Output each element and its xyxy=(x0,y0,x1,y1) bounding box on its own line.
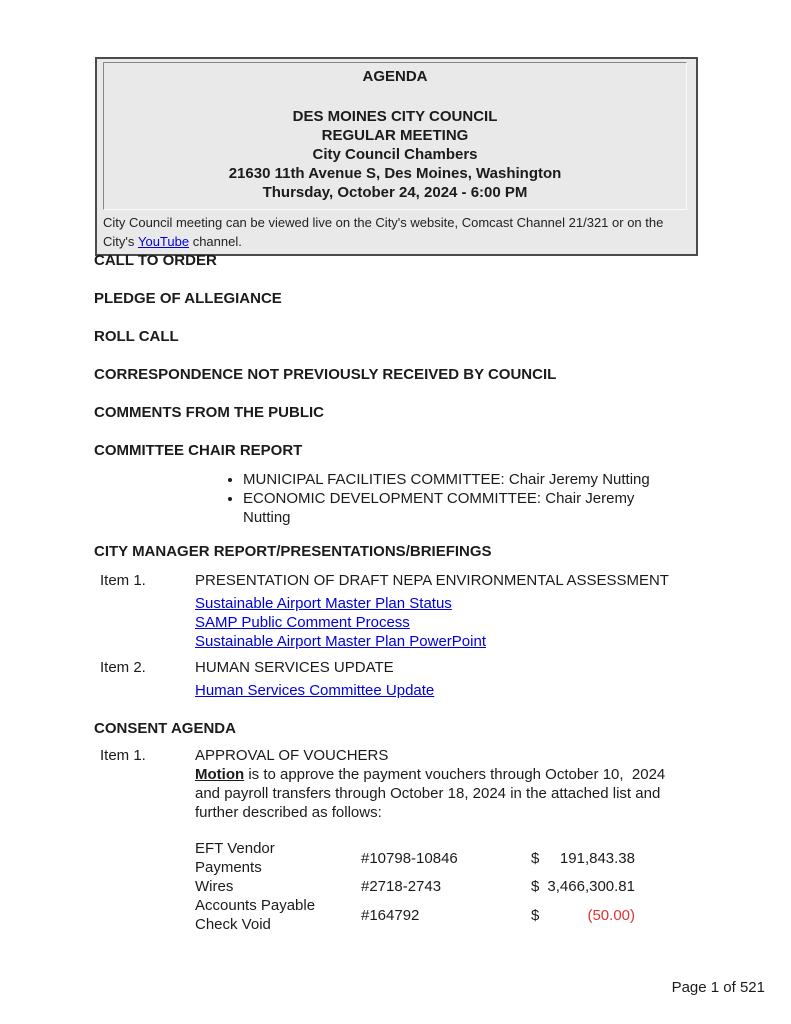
voucher-row-eft xyxy=(195,839,695,877)
item-title: APPROVAL OF VOUCHERS xyxy=(195,747,389,764)
heading-committee-chair-report: COMMITTEE CHAIR REPORT xyxy=(94,442,303,459)
council-name: DES MOINES CITY COUNCIL xyxy=(292,108,498,125)
viewing-note-text: City Council meeting can be viewed live on the City's website, Comcast Channel 21/321 or on the City's xyxy=(103,215,664,249)
voucher-numbers: #10798-10846 xyxy=(361,849,458,867)
item-title: PRESENTATION OF DRAFT NEPA ENVIRONMENTAL ASSESSMENT xyxy=(195,572,669,589)
committee-bullet: • MUNICIPAL FACILITIES COMMITTEE: Chair Jeremy Nutting xyxy=(243,470,673,489)
item-content xyxy=(195,658,695,700)
voucher-numbers: #2718-2743 xyxy=(361,878,442,895)
attachment-link-samp-comment-process[interactable]: SAMP Public Comment Process xyxy=(195,614,410,631)
motion-paragraph xyxy=(195,765,687,822)
item-content xyxy=(195,571,695,651)
currency-symbol: $ xyxy=(531,906,540,924)
voucher-label: EFT Vendor Payments xyxy=(195,840,275,876)
voucher-amount xyxy=(531,877,635,896)
agenda-body xyxy=(94,252,765,934)
heading-roll-call: ROLL CALL xyxy=(94,328,179,345)
attachment-link-samp-powerpoint[interactable]: Sustainable Airport Master Plan PowerPoint xyxy=(195,633,486,650)
motion-word: Motion xyxy=(195,766,245,783)
voucher-numbers: #164792 xyxy=(361,906,420,924)
committee-bullet: • ECONOMIC DEVELOPMENT COMMITTEE: Chair Jeremy Nutting xyxy=(243,489,673,527)
youtube-link[interactable]: YouTube xyxy=(137,234,190,249)
currency-symbol: $ xyxy=(531,878,540,895)
attachment-links xyxy=(195,681,695,700)
attachment-link-human-services-update[interactable]: Human Services Committee Update xyxy=(195,682,435,699)
voucher-label: Accounts Payable Check Void xyxy=(195,897,316,933)
committee-bullet-list xyxy=(94,470,765,527)
heading-pledge-of-allegiance: PLEDGE OF ALLEGIANCE xyxy=(94,290,282,307)
motion-text: is to approve the payment vouchers through October 10, 2024 and payroll transfers through October 18, 2024 in the attached list and further described as follows: xyxy=(195,766,670,821)
agenda-item-cm-2 xyxy=(94,658,765,700)
voucher-amount xyxy=(531,849,635,868)
voucher-amount xyxy=(531,906,635,925)
viewing-note xyxy=(97,210,696,251)
agenda-item-cm-1 xyxy=(94,571,765,651)
attachment-links xyxy=(195,594,695,651)
heading-call-to-order: CALL TO ORDER xyxy=(94,252,217,269)
meeting-location: City Council Chambers xyxy=(312,146,478,163)
item-label: Item 1. xyxy=(100,747,146,764)
viewing-note-suffix: channel. xyxy=(189,234,242,249)
amount-value: 3,466,300.81 xyxy=(547,878,635,895)
agenda-item-consent-1 xyxy=(94,746,765,934)
item-label: Item 2. xyxy=(100,659,146,676)
meeting-type: REGULAR MEETING xyxy=(321,127,469,144)
heading-consent-agenda: CONSENT AGENDA xyxy=(94,720,236,737)
attachment-link-samp-status[interactable]: Sustainable Airport Master Plan Status xyxy=(195,595,452,612)
agenda-header-box xyxy=(95,57,698,256)
meeting-address: 21630 11th Avenue S, Des Moines, Washington xyxy=(228,165,562,182)
heading-correspondence: CORRESPONDENCE NOT PREVIOUSLY RECEIVED BY COUNCIL xyxy=(94,366,557,383)
item-title: HUMAN SERVICES UPDATE xyxy=(195,659,394,676)
currency-symbol: $ xyxy=(531,849,540,867)
meeting-datetime: Thursday, October 24, 2024 - 6:00 PM xyxy=(262,184,528,201)
heading-public-comments: COMMENTS FROM THE PUBLIC xyxy=(94,404,324,421)
heading-city-manager-report: CITY MANAGER REPORT/PRESENTATIONS/BRIEFINGS xyxy=(94,543,492,560)
page-number: Page 1 of 521 xyxy=(671,979,765,996)
item-content xyxy=(195,746,695,934)
item-label: Item 1. xyxy=(100,572,146,589)
voucher-label: Wires xyxy=(195,878,234,895)
agenda-title: AGENDA xyxy=(362,68,428,85)
amount-value-negative: (50.00) xyxy=(587,906,635,924)
agenda-header-inner-box xyxy=(103,62,687,210)
voucher-row-wires xyxy=(195,877,695,896)
amount-value: 191,843.38 xyxy=(559,849,635,867)
voucher-row-check-void xyxy=(195,896,695,934)
voucher-table xyxy=(195,839,695,934)
